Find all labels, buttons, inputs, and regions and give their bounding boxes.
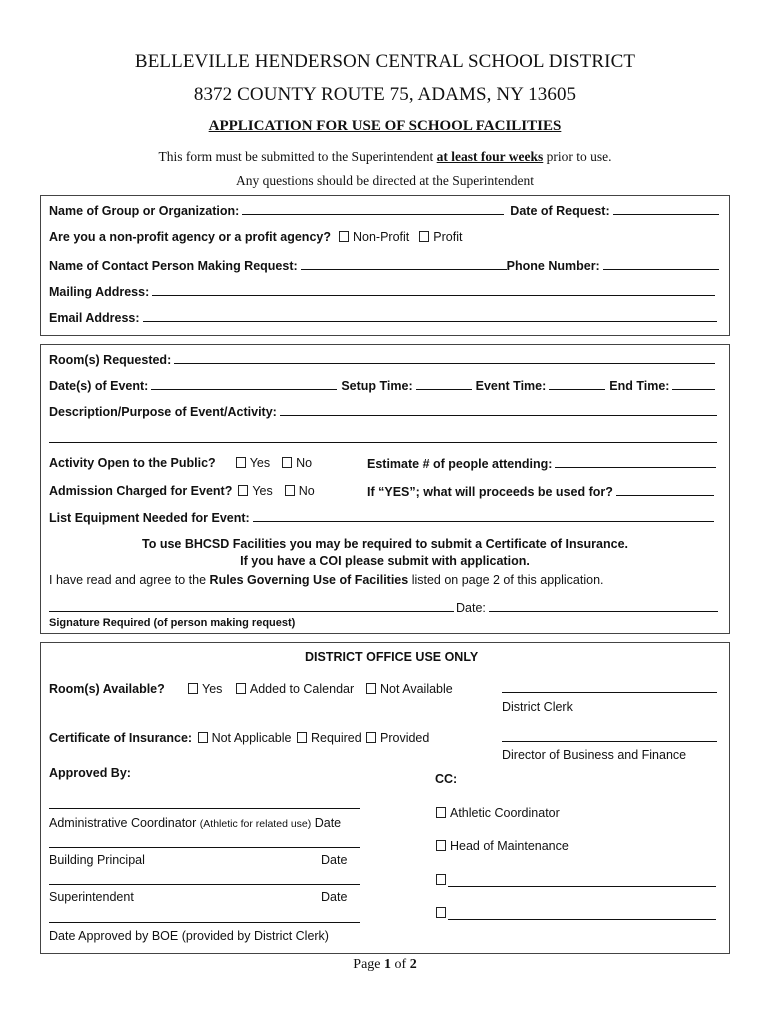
public-row bbox=[49, 456, 312, 470]
admission-no-checkbox[interactable] bbox=[285, 485, 295, 496]
equipment-row bbox=[49, 510, 714, 525]
agreement-suffix: listed on page 2 of this application. bbox=[408, 573, 604, 587]
not-available-label: Not Available bbox=[380, 682, 453, 696]
event-dates-row bbox=[49, 378, 715, 393]
cc-other-option-1 bbox=[434, 873, 450, 887]
cc-label: CC: bbox=[435, 772, 458, 786]
admission-no-label: No bbox=[298, 484, 315, 498]
phone-number-label: Phone Number: bbox=[506, 259, 600, 273]
public-yes-checkbox[interactable] bbox=[236, 457, 246, 468]
principal-signature-line[interactable] bbox=[49, 847, 360, 848]
rooms-available-yes-label: Yes bbox=[202, 682, 223, 696]
contact-row bbox=[49, 258, 719, 273]
contact-person-label: Name of Contact Person Making Request: bbox=[49, 259, 298, 273]
email-address-field[interactable] bbox=[143, 310, 717, 322]
nonprofit-checkbox[interactable] bbox=[339, 231, 349, 242]
end-time-field[interactable] bbox=[672, 378, 715, 390]
signature-field[interactable] bbox=[49, 600, 454, 612]
head-maintenance-label: Head of Maintenance bbox=[450, 839, 569, 853]
admin-coord-date-label: Date bbox=[314, 816, 342, 830]
admission-charged-label: Admission Charged for Event? bbox=[49, 484, 233, 498]
setup-time-label: Setup Time: bbox=[341, 379, 413, 393]
date-of-request-label: Date of Request: bbox=[510, 204, 610, 218]
signature-row bbox=[49, 600, 718, 615]
group-name-field[interactable] bbox=[242, 203, 504, 215]
description-field[interactable] bbox=[280, 404, 717, 416]
nonprofit-option-label: Non-Profit bbox=[352, 230, 410, 244]
athletic-coord-option bbox=[434, 806, 560, 820]
mailing-address-field[interactable] bbox=[152, 284, 715, 296]
signature-caption: Signature Required (of person making request) bbox=[49, 617, 296, 629]
signature-date-label: Date: bbox=[456, 601, 486, 615]
agreement-prefix: I have read and agree to the bbox=[49, 573, 210, 587]
boe-approval-label: Date Approved by BOE (provided by District Clerk) bbox=[49, 929, 329, 943]
district-address: 8372 COUNTY ROUTE 75, ADAMS, NY 13605 bbox=[193, 84, 577, 105]
public-no-checkbox[interactable] bbox=[282, 457, 292, 468]
notice-suffix: prior to use. bbox=[543, 149, 612, 164]
not-available-checkbox[interactable] bbox=[366, 683, 376, 694]
end-time-label: End Time: bbox=[609, 379, 670, 393]
building-principal-label: Building Principal bbox=[49, 853, 145, 867]
notice-prefix: This form must be submitted to the Superintendent bbox=[158, 149, 437, 164]
office-use-title: DISTRICT OFFICE USE ONLY bbox=[305, 650, 479, 664]
head-maintenance-option bbox=[434, 839, 569, 853]
proceeds-label: If “YES”; what will proceeds be used for? bbox=[367, 485, 613, 499]
rooms-available-options bbox=[186, 682, 354, 696]
not-applicable-label: Not Applicable bbox=[211, 731, 292, 745]
setup-time-field[interactable] bbox=[416, 378, 472, 390]
boe-date-line[interactable] bbox=[49, 922, 360, 923]
rooms-row bbox=[49, 352, 715, 367]
email-row bbox=[49, 310, 717, 325]
phone-number-field[interactable] bbox=[603, 258, 719, 270]
athletic-coord-label: Athletic Coordinator bbox=[450, 806, 560, 820]
athletic-coord-checkbox[interactable] bbox=[436, 807, 446, 818]
submission-notice bbox=[0, 149, 770, 165]
district-name: BELLEVILLE HENDERSON CENTRAL SCHOOL DISTRICT bbox=[134, 51, 636, 72]
required-label: Required bbox=[310, 731, 362, 745]
estimate-attendance-field[interactable] bbox=[555, 456, 716, 468]
agreement-statement bbox=[49, 573, 604, 587]
cc-other-checkbox-2[interactable] bbox=[436, 907, 446, 918]
district-clerk-label: District Clerk bbox=[502, 700, 573, 714]
date-of-request-field[interactable] bbox=[613, 203, 719, 215]
open-to-public-label: Activity Open to the Public? bbox=[49, 456, 216, 470]
admin-coord-signature-line[interactable] bbox=[49, 808, 360, 809]
form-title: APPLICATION FOR USE OF SCHOOL FACILITIES bbox=[208, 118, 562, 134]
estimate-attendance-label: Estimate # of people attending: bbox=[367, 457, 553, 471]
profit-checkbox[interactable] bbox=[419, 231, 429, 242]
admission-yes-label: Yes bbox=[252, 484, 273, 498]
head-maintenance-checkbox[interactable] bbox=[436, 840, 446, 851]
page-total: 2 bbox=[409, 957, 417, 972]
approved-by-label: Approved By: bbox=[49, 766, 131, 780]
not-applicable-checkbox[interactable] bbox=[198, 732, 208, 743]
group-name-label: Name of Group or Organization: bbox=[49, 204, 240, 218]
equipment-field[interactable] bbox=[253, 510, 714, 522]
public-no-label: No bbox=[296, 456, 313, 470]
provided-label: Provided bbox=[380, 731, 430, 745]
event-dates-label: Date(s) of Event: bbox=[49, 379, 149, 393]
event-time-label: Event Time: bbox=[475, 379, 547, 393]
mailing-row bbox=[49, 284, 715, 299]
superintendent-signature-line[interactable] bbox=[49, 884, 360, 885]
rooms-available-label: Room(s) Available? bbox=[49, 682, 165, 696]
admission-yes-checkbox[interactable] bbox=[238, 485, 248, 496]
admin-coord-note: (Athletic for related use) bbox=[199, 818, 312, 830]
insurance-notice-1: To use BHCSD Facilities you may be required to submit a Certificate of Insurance. bbox=[142, 537, 628, 551]
cc-other-option-2 bbox=[434, 906, 450, 920]
added-calendar-label: Added to Calendar bbox=[249, 682, 355, 696]
provided-option bbox=[364, 731, 429, 745]
director-label: Director of Business and Finance bbox=[502, 748, 687, 762]
director-signature-line[interactable] bbox=[502, 741, 717, 742]
profit-option-label: Profit bbox=[433, 230, 463, 244]
rooms-requested-field[interactable] bbox=[174, 352, 715, 364]
event-dates-field[interactable] bbox=[151, 378, 337, 390]
district-clerk-signature-line[interactable] bbox=[502, 692, 717, 693]
superintendent-date-label: Date bbox=[321, 890, 348, 904]
rooms-available-yes-checkbox[interactable] bbox=[188, 683, 198, 694]
page-number bbox=[0, 957, 770, 973]
added-calendar-checkbox[interactable] bbox=[236, 683, 246, 694]
superintendent-label: Superintendent bbox=[49, 890, 134, 904]
equipment-label: List Equipment Needed for Event: bbox=[49, 511, 250, 525]
mailing-address-label: Mailing Address: bbox=[49, 285, 150, 299]
nonprofit-row bbox=[49, 230, 462, 244]
nonprofit-question: Are you a non-profit agency or a profit agency? bbox=[49, 230, 331, 244]
insurance-notice-2: If you have a COI please submit with application. bbox=[240, 554, 530, 568]
description-row bbox=[49, 404, 717, 419]
principal-date-label: Date bbox=[321, 853, 348, 867]
proceeds-row bbox=[367, 484, 714, 499]
rules-link[interactable]: Rules Governing Use of Facilities bbox=[209, 573, 409, 587]
rooms-requested-label: Room(s) Requested: bbox=[49, 353, 172, 367]
cc-other-field-2[interactable] bbox=[448, 919, 716, 920]
signature-date-field[interactable] bbox=[489, 600, 718, 612]
description-field-line-2[interactable] bbox=[49, 442, 717, 443]
questions-note: Any questions should be directed at the Superintendent bbox=[235, 173, 535, 188]
group-name-row bbox=[49, 203, 719, 218]
cc-other-field-1[interactable] bbox=[448, 886, 716, 887]
page-prefix: Page bbox=[353, 957, 385, 972]
cc-other-checkbox-1[interactable] bbox=[436, 874, 446, 885]
page-current: 1 bbox=[384, 957, 392, 972]
contact-person-field[interactable] bbox=[301, 258, 507, 270]
coi-row bbox=[49, 731, 362, 745]
event-time-field[interactable] bbox=[549, 378, 605, 390]
admission-row bbox=[49, 484, 315, 498]
not-available-option bbox=[364, 682, 453, 696]
notice-emphasis: at least four weeks bbox=[436, 149, 544, 164]
provided-checkbox[interactable] bbox=[366, 732, 376, 743]
email-address-label: Email Address: bbox=[49, 311, 140, 325]
proceeds-field[interactable] bbox=[616, 484, 714, 496]
required-checkbox[interactable] bbox=[297, 732, 307, 743]
page-of: of bbox=[391, 957, 410, 972]
admin-coord-label: Administrative Coordinator bbox=[49, 816, 197, 830]
admin-coord-caption bbox=[49, 816, 341, 830]
estimate-row bbox=[367, 456, 716, 471]
public-yes-label: Yes bbox=[249, 456, 271, 470]
coi-label: Certificate of Insurance: bbox=[49, 731, 193, 745]
description-label: Description/Purpose of Event/Activity: bbox=[49, 405, 277, 419]
